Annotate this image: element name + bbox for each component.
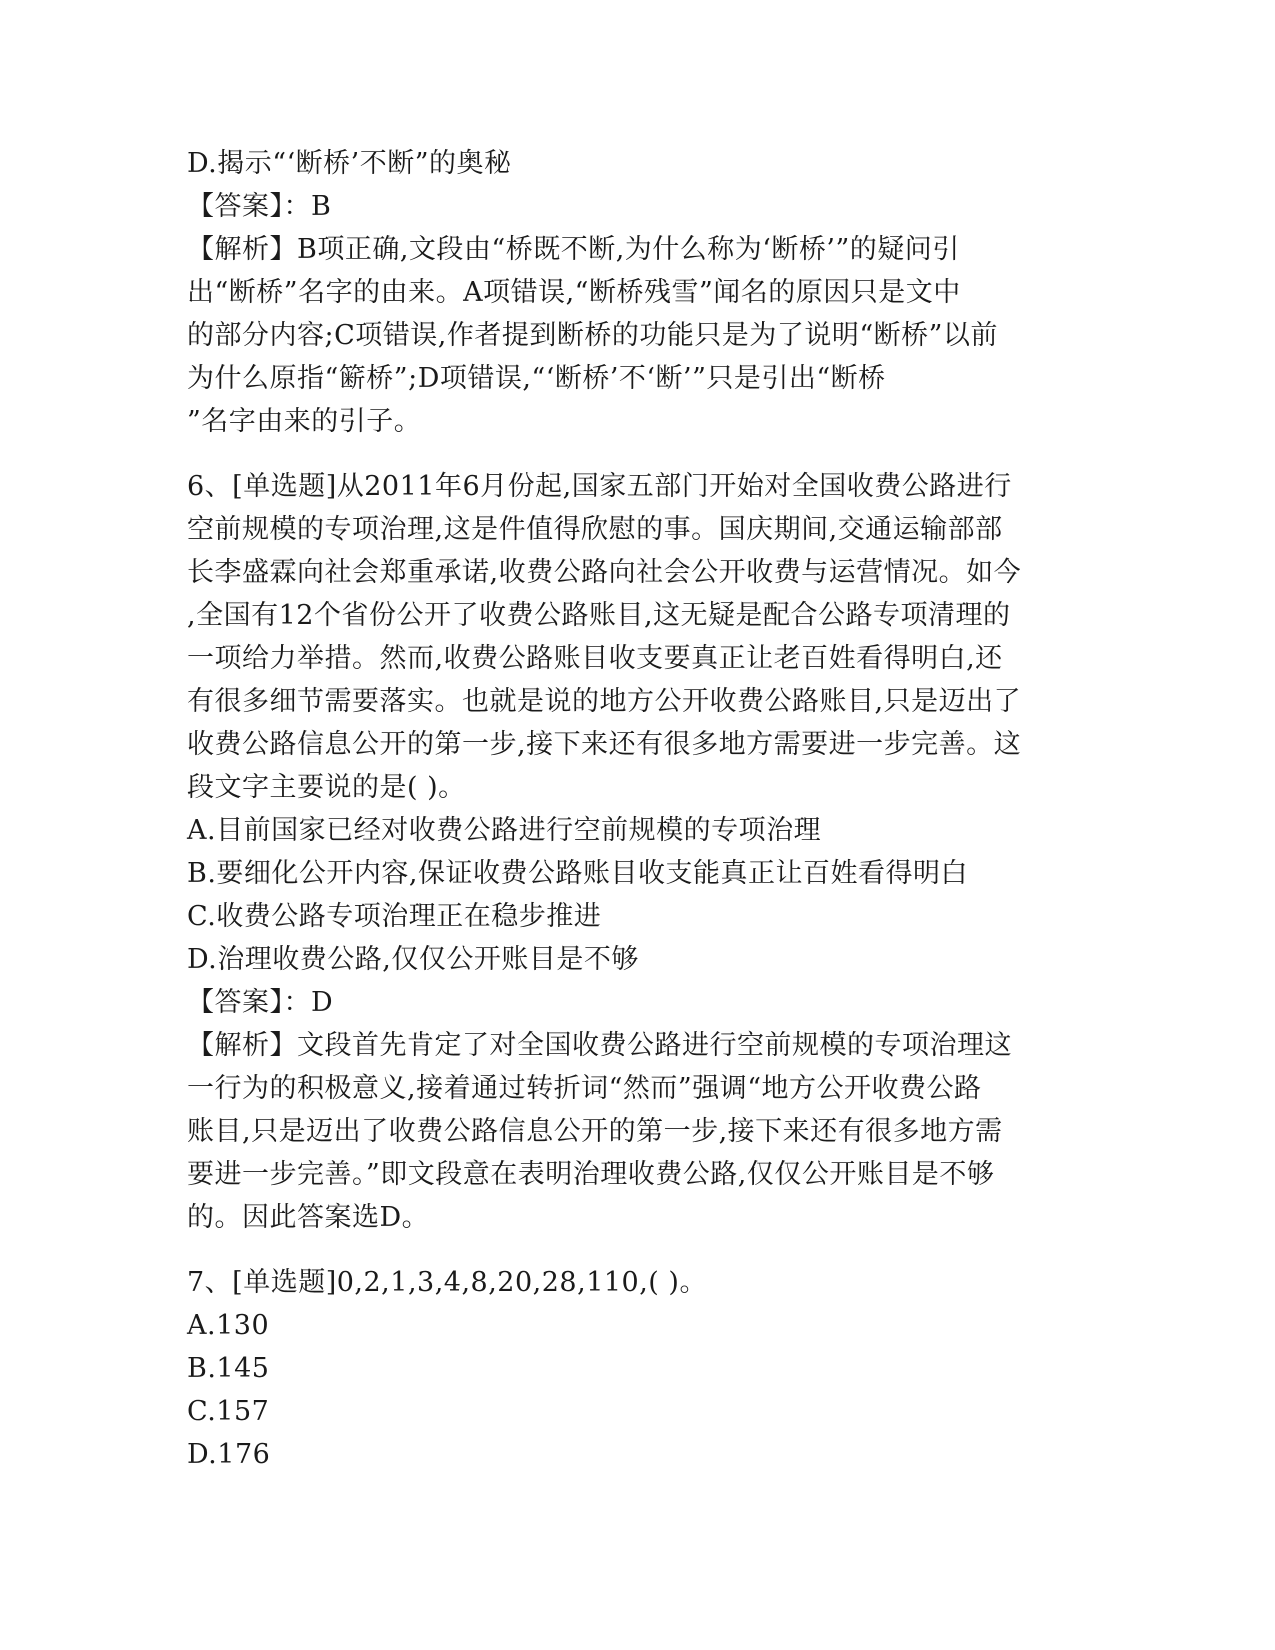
- option-d: D.176: [187, 1439, 271, 1470]
- stem-line: 长李盛霖向社会郑重承诺,收费公路向社会公开收费与运营情况。如今: [187, 557, 1022, 588]
- question-stem: 7、[单选题]0,2,1,3,4,8,20,28,110,( )。: [187, 1267, 707, 1298]
- spacer: [187, 443, 1087, 465]
- stem-line: 一项给力举措。然而,收费公路账目收支要真正让老百姓看得明白,还: [187, 643, 1003, 674]
- analysis-block: [187, 1024, 1087, 1239]
- stem-line: 段文字主要说的是( )。: [187, 772, 466, 803]
- stem-line: 空前规模的专项治理,这是件值得欣慰的事。国庆期间,交通运输部部: [187, 514, 1003, 545]
- question-stem: [187, 465, 1087, 809]
- answer-line: 【答案】：D: [187, 987, 334, 1018]
- analysis-block: [187, 228, 1087, 443]
- answer-line: 【答案】：B: [187, 191, 332, 222]
- options-list: [187, 1304, 1087, 1476]
- question-6: [187, 465, 1087, 1239]
- option-b: B.145: [187, 1353, 270, 1384]
- option-d: D.揭示“‘断桥’不断”的奥秘: [187, 148, 512, 179]
- analysis-line: 账目,只是迈出了收费公路信息公开的第一步,接下来还有很多地方需: [187, 1116, 1003, 1147]
- analysis-line: 为什么原指“簖桥”;D项错误,“‘断桥’不‘断’”只是引出“断桥: [187, 363, 886, 394]
- analysis-line: 【解析】B项正确,文段由“桥既不断,为什么称为‘断桥’”的疑问引: [187, 234, 960, 265]
- spacer: [187, 1239, 1087, 1261]
- document-page: [187, 142, 1087, 1476]
- analysis-line: 一行为的积极意义,接着通过转折词“然而”强调“地方公开收费公路: [187, 1073, 982, 1104]
- question-5-tail: [187, 142, 1087, 443]
- analysis-line: 的。因此答案选D。: [187, 1202, 430, 1233]
- stem-line: 6、[单选题]从2011年6月份起,国家五部门开始对全国收费公路进行: [187, 471, 1012, 502]
- stem-line: 有很多细节需要落实。也就是说的地方公开收费公路账目,只是迈出了: [187, 686, 1022, 717]
- analysis-line: 出“断桥”名字的由来。A项错误,“断桥残雪”闻名的原因只是文中: [187, 277, 961, 308]
- option-a: A.130: [187, 1310, 270, 1341]
- analysis-line: 要进一步完善。”即文段意在表明治理收费公路,仅仅公开账目是不够: [187, 1159, 995, 1190]
- analysis-line: ”名字由来的引子。: [187, 406, 422, 437]
- options-list: [187, 809, 1087, 981]
- question-7: [187, 1261, 1087, 1476]
- stem-line: 收费公路信息公开的第一步,接下来还有很多地方需要进一步完善。这: [187, 729, 1022, 760]
- option-c: C.收费公路专项治理正在稳步推进: [187, 901, 602, 932]
- stem-line: ,全国有12个省份公开了收费公路账目,这无疑是配合公路专项清理的: [187, 600, 1011, 631]
- option-d: D.治理收费公路,仅仅公开账目是不够: [187, 944, 639, 975]
- option-a: A.目前国家已经对收费公路进行空前规模的专项治理: [187, 815, 822, 846]
- analysis-line: 【解析】文段首先肯定了对全国收费公路进行空前规模的专项治理这: [187, 1030, 1012, 1061]
- option-b: B.要细化公开内容,保证收费公路账目收支能真正让百姓看得明白: [187, 858, 969, 889]
- option-c: C.157: [187, 1396, 270, 1427]
- analysis-line: 的部分内容;C项错误,作者提到断桥的功能只是为了说明“断桥”以前: [187, 320, 998, 351]
